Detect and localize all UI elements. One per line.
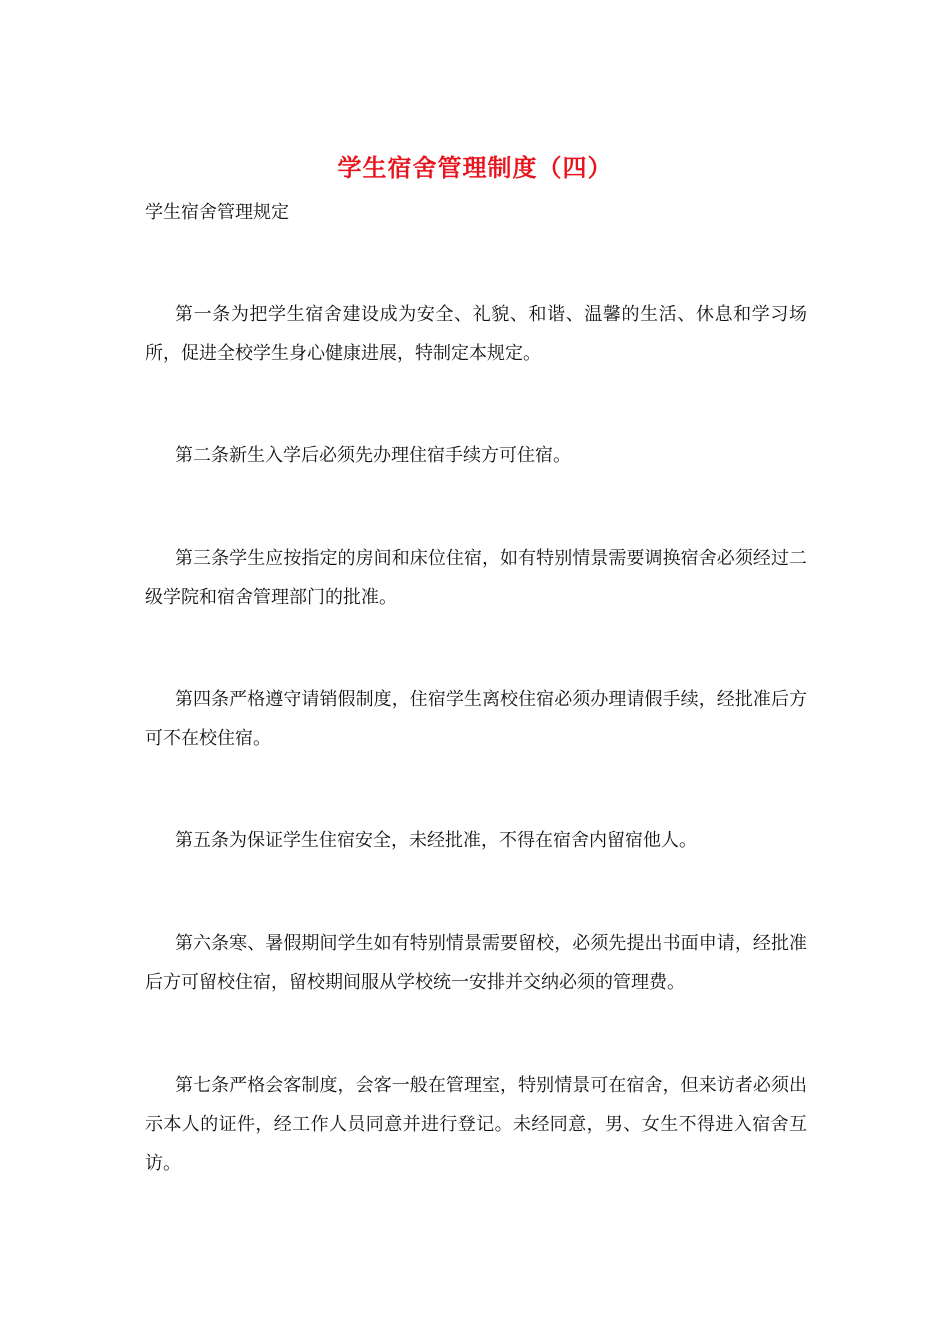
article-1-paragraph: 第一条为把学生宿舍建设成为安全、礼貌、和谐、温馨的生活、休息和学习场所，促进全校学生身心健康进展，特制定本规定。: [145, 304, 807, 364]
article-6-paragraph: 第六条寒、暑假期间学生如有特别情景需要留校，必须先提出书面申请，经批准后方可留校住宿，留校期间服从学校统一安排并交纳必须的管理费。: [145, 933, 807, 993]
article-5-paragraph: 第五条为保证学生住宿安全，未经批准，不得在宿舍内留宿他人。: [175, 830, 697, 851]
document-title: 学生宿舍管理制度（四）: [337, 153, 613, 182]
article-4-paragraph: 第四条严格遵守请销假制度，住宿学生离校住宿必须办理请假手续，经批准后方可不在校住宿。: [145, 689, 807, 749]
article-7-paragraph: 第七条严格会客制度，会客一般在管理室，特别情景可在宿舍，但来访者必须出示本人的证件，经工作人员同意并进行登记。未经同意，男、女生不得进入宿舍互访。: [145, 1075, 807, 1174]
article-2-paragraph: 第二条新生入学后必须先办理住宿手续方可住宿。: [175, 445, 571, 466]
article-3-paragraph: 第三条学生应按指定的房间和床位住宿，如有特别情景需要调换宿舍必须经过二级学院和宿舍管理部门的批准。: [145, 548, 807, 608]
document-subtitle: 学生宿舍管理规定: [145, 202, 289, 223]
